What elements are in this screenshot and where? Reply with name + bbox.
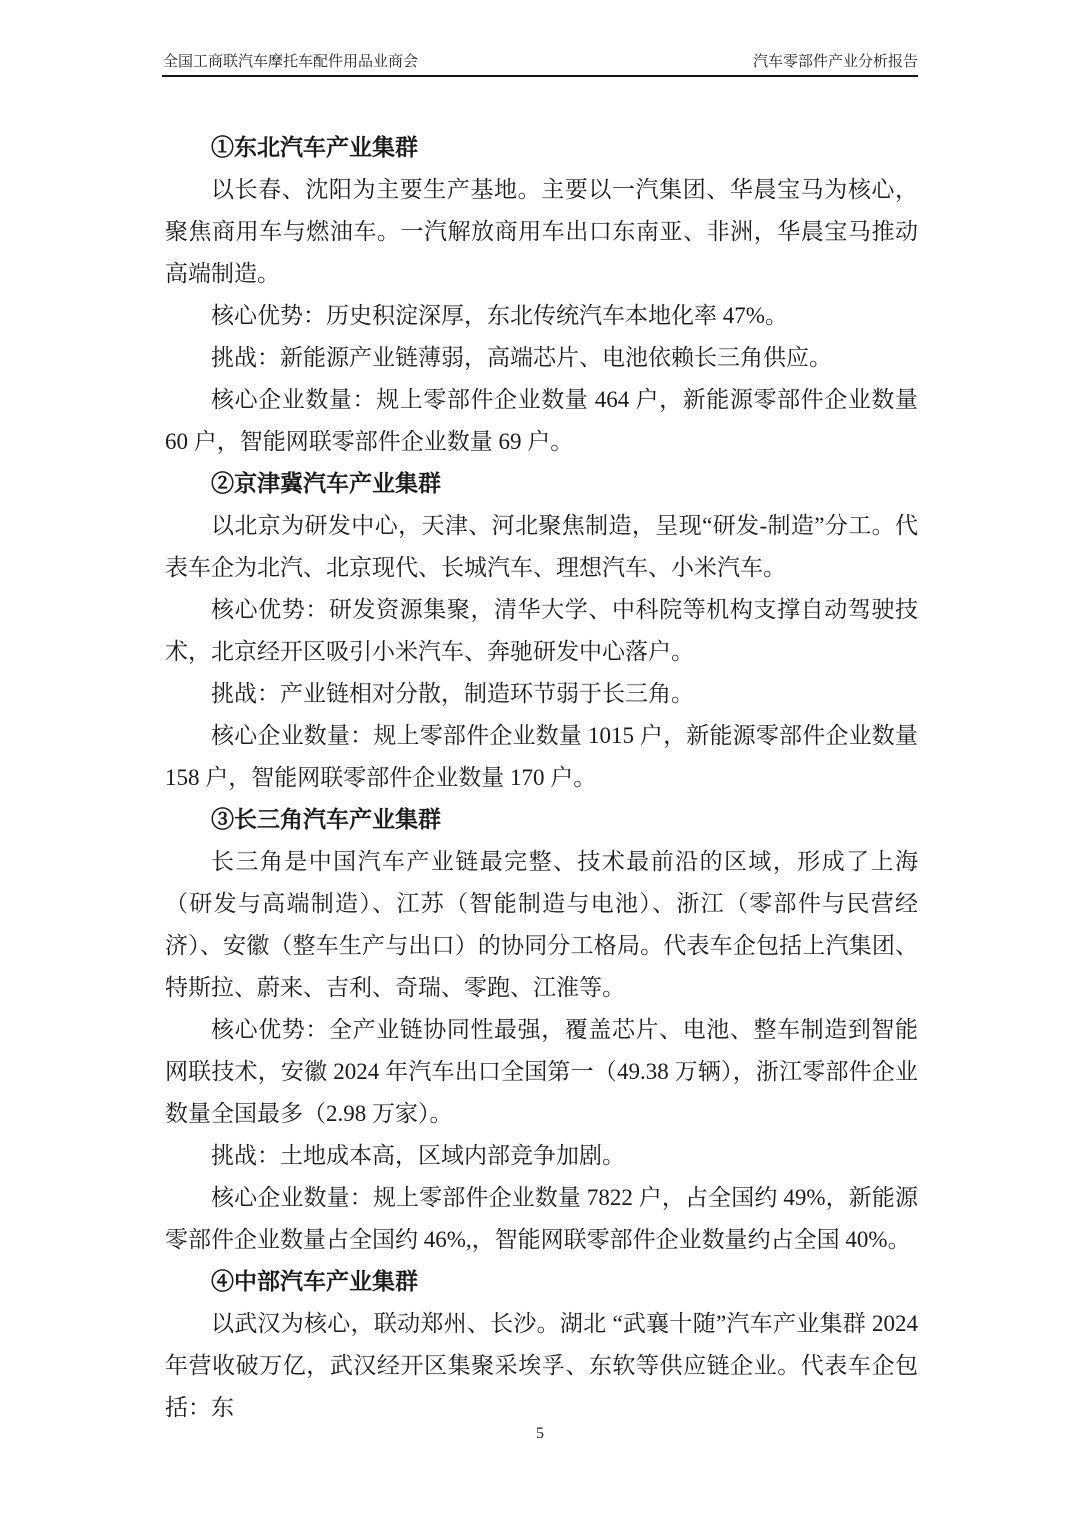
- page-header: [163, 52, 918, 72]
- paragraph: 长三角是中国汽车产业链最完整、技术最前沿的区域，形成了上海（研发与高端制造）、江苏（智能制造与电池）、浙江（零部件与民营经济）、安徽（整车生产与出口）的协同分工格局。代表车企包括上汽集团、特斯拉、蔚来、吉利、奇瑞、零跑、江淮等。: [165, 849, 918, 1000]
- paragraph: 核心企业数量：规上零部件企业数量 1015 户，新能源零部件企业数量 158 户，智能网联零部件企业数量 170 户。: [165, 723, 918, 790]
- paragraph: 核心优势：研发资源集聚，清华大学、中科院等机构支撑自动驾驶技术，北京经开区吸引小米汽车、奔驰研发中心落户。: [165, 597, 918, 664]
- header-right-title: 汽车零部件产业分析报告: [752, 54, 918, 70]
- paragraph: 核心优势：全产业链协同性最强，覆盖芯片、电池、整车制造到智能网联技术，安徽 2024 年汽车出口全国第一（49.38 万辆），浙江零部件企业数量全国最多（2.98 万家）。: [165, 1017, 918, 1126]
- section-heading-northeast: ①东北汽车产业集群: [211, 135, 418, 160]
- header-divider-rule: [162, 75, 918, 77]
- paragraph: 挑战：土地成本高，区域内部竞争加剧。: [211, 1143, 625, 1168]
- header-left-title: 全国工商联汽车摩托车配件用品业商会: [163, 54, 419, 70]
- section-heading-jingjinji: ②京津冀汽车产业集群: [211, 471, 441, 496]
- paragraph: 核心企业数量：规上零部件企业数量 7822 户，占全国约 49%，新能源零部件企业数量占全国约 46%,，智能网联零部件企业数量约占全国 40%。: [165, 1185, 918, 1252]
- section-heading-yangtze-delta: ③长三角汽车产业集群: [211, 807, 441, 832]
- paragraph: 核心企业数量：规上零部件企业数量 464 户，新能源零部件企业数量 60 户，智能网联零部件企业数量 69 户。: [165, 387, 918, 454]
- paragraph: 挑战：产业链相对分散，制造环节弱于长三角。: [211, 681, 694, 706]
- paragraph: 以武汉为核心，联动郑州、长沙。湖北 “武襄十随”汽车产业集群 2024 年营收破万亿，武汉经开区集聚采埃孚、东软等供应链企业。代表车企包括：东: [165, 1311, 918, 1420]
- paragraph: 以北京为研发中心，天津、河北聚焦制造，呈现“研发-制造”分工。代表车企为北汽、北京现代、长城汽车、理想汽车、小米汽车。: [165, 513, 918, 580]
- page-footer: [0, 1423, 1080, 1445]
- section-heading-central: ④中部汽车产业集群: [211, 1269, 418, 1294]
- paragraph: 核心优势：历史积淀深厚，东北传统汽车本地化率 47%。: [211, 303, 788, 328]
- paragraph: 以长春、沈阳为主要生产基地。主要以一汽集团、华晨宝马为核心，聚焦商用车与燃油车。一汽解放商用车出口东南亚、非洲，华晨宝马推动高端制造。: [165, 177, 918, 286]
- paragraph: 挑战：新能源产业链薄弱，高端芯片、电池依赖长三角供应。: [211, 345, 832, 370]
- document-body: [165, 127, 918, 1429]
- page-number: 5: [536, 1425, 544, 1442]
